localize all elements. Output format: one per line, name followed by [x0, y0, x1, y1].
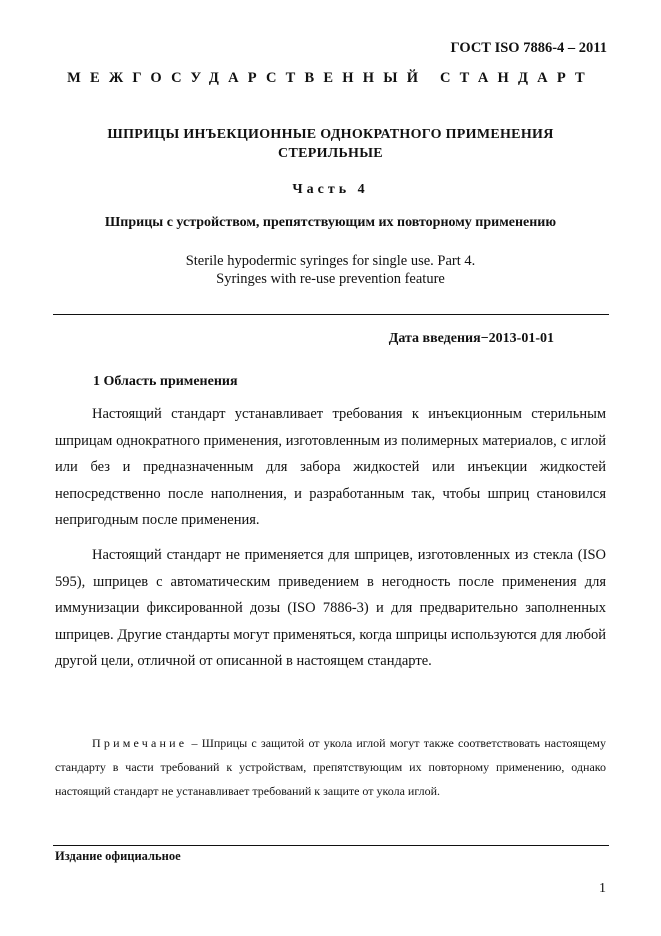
english-title-line-1: Sterile hypodermic syringes for single use. Part 4.: [185, 253, 476, 269]
english-title-line-2: Syringes with re-use prevention feature: [216, 271, 445, 287]
standard-type-heading: МЕЖГОСУДАРСТВЕННЫЙ СТАНДАРТ: [67, 70, 594, 86]
note-paragraph: [55, 731, 606, 803]
note-text: – Шприцы с защитой от укола иглой могут также соответствовать настоящему стандарту в части требований к устройствам, препятствующим их повторному применению, однако настоящий стандарт не устанавливает требований к защите от укола иглой.: [55, 736, 606, 798]
part-number: Часть 4: [292, 182, 369, 197]
document-title: [55, 125, 606, 163]
top-divider: [53, 314, 609, 315]
bottom-divider: [53, 845, 609, 846]
introduction-date: Дата введения−2013-01-01: [388, 331, 554, 346]
document-code: ГОСТ ISO 7886-4 – 2011: [450, 40, 607, 56]
document-title-line-1: ШПРИЦЫ ИНЪЕКЦИОННЫЕ ОДНОКРАТНОГО ПРИМЕНЕНИЯ: [107, 127, 554, 142]
official-edition-label: Издание официальное: [55, 849, 181, 863]
scope-paragraph-2: Настоящий стандарт не применяется для шприцев, изготовленных из стекла (ISO 595), шприцев с автоматическим приведением в негодность после применения для иммунизации фиксированной дозы (ISO 7886-3) и для предварительно заполненных шприцев. Другие стандарты могут применяться, когда шприцы используются для любой другой цели, отличной от описанной в настоящем стандарте.: [55, 547, 606, 670]
document-title-line-2: СТЕРИЛЬНЫЕ: [278, 146, 383, 161]
page-number: 1: [599, 881, 606, 896]
section-heading-scope: 1 Область применения: [93, 374, 238, 389]
note-label: Примечание: [92, 736, 188, 750]
document-subtitle: Шприцы с устройством, препятствующим их повторному применению: [104, 215, 557, 230]
scope-paragraph-1: Настоящий стандарт устанавливает требования к инъекционным стерильным шприцам однократного применения, изготовленным из полимерных материалов, с иглой или без и предназначенным для забора жидкостей или инъекции жидкостей непосредственно после наполнения, и разработанным так, чтобы шприц становился непригодным после применения.: [55, 406, 606, 529]
english-title: [55, 252, 606, 288]
